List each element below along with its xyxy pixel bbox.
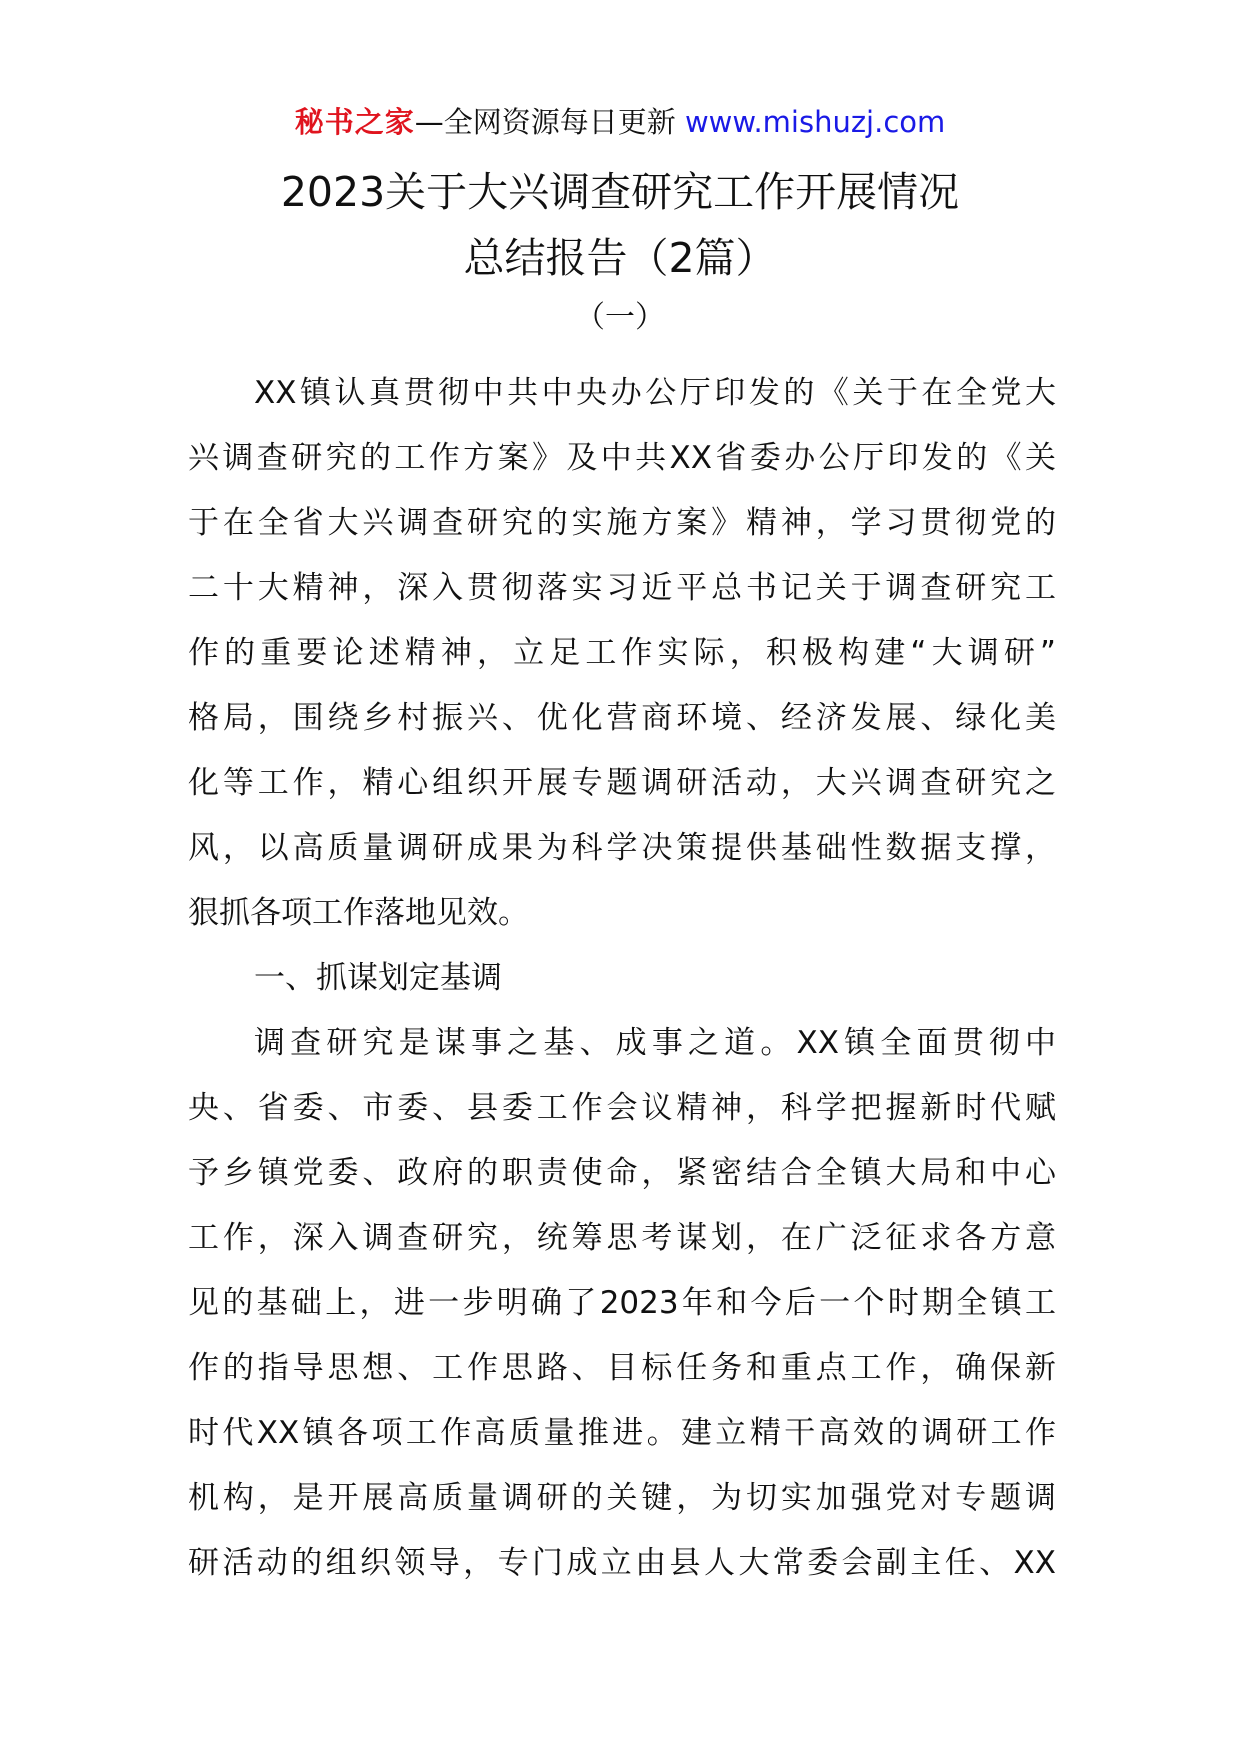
paragraph-1-line: 兴调查研究的工作方案》及中共XX省委办公厅印发的《关 — [188, 440, 1056, 476]
section-1-heading: 一、抓谋划定基调 — [254, 960, 502, 996]
paragraph-1-line: 格局，围绕乡村振兴、优化营商环境、经济发展、绿化美 — [188, 700, 1056, 736]
paragraph-2-line: 予乡镇党委、政府的职责使命，紧密结合全镇大局和中心 — [188, 1155, 1056, 1191]
brand-name: 秘书之家 — [294, 105, 415, 139]
header-tagline: —全网资源每日更新 — [414, 105, 685, 139]
paragraph-2-line: 见的基础上，进一步明确了2023年和今后一个时期全镇工 — [188, 1285, 1056, 1321]
paragraph-1-line: 于在全省大兴调查研究的实施方案》精神，学习贯彻党的 — [188, 505, 1056, 541]
paragraph-1-line: 作的重要论述精神，立足工作实际，积极构建“大调研” — [188, 635, 1056, 671]
part-label: （一） — [575, 300, 665, 335]
paragraph-2-line: 研活动的组织领导，专门成立由县人大常委会副主任、XX — [188, 1545, 1056, 1581]
paragraph-1-line: XX镇认真贯彻中共中央办公厅印发的《关于在全党大 — [254, 375, 1056, 411]
page-header — [0, 102, 1240, 142]
paragraph-2-line: 调查研究是谋事之基、成事之道。XX镇全面贯彻中 — [254, 1025, 1056, 1061]
paragraph-2-line: 作的指导思想、工作思路、目标任务和重点工作，确保新 — [188, 1350, 1056, 1386]
paragraph-1-line: 风，以高质量调研成果为科学决策提供基础性数据支撑， — [188, 830, 1056, 866]
paragraph-2-line: 工作，深入调查研究，统筹思考谋划，在广泛征求各方意 — [188, 1220, 1056, 1256]
document-title-line-2: 总结报告（2篇） — [463, 234, 777, 282]
paragraph-2-line: 央、省委、市委、县委工作会议精神，科学把握新时代赋 — [188, 1090, 1056, 1126]
website-link[interactable]: www.mishuzj.com — [684, 105, 946, 139]
paragraph-1-line: 化等工作，精心组织开展专题调研活动，大兴调查研究之 — [188, 765, 1056, 801]
paragraph-1-line: 狠抓各项工作落地见效。 — [188, 895, 529, 931]
paragraph-2-line: 机构，是开展高质量调研的关键，为切实加强党对专题调 — [188, 1480, 1056, 1516]
paragraph-2-line: 时代XX镇各项工作高质量推进。建立精干高效的调研工作 — [188, 1415, 1056, 1451]
document-body — [188, 361, 1056, 1596]
document-title-line-1: 2023关于大兴调查研究工作开展情况 — [280, 168, 960, 216]
paragraph-1-line: 二十大精神，深入贯彻落实习近平总书记关于调查研究工 — [188, 570, 1056, 606]
